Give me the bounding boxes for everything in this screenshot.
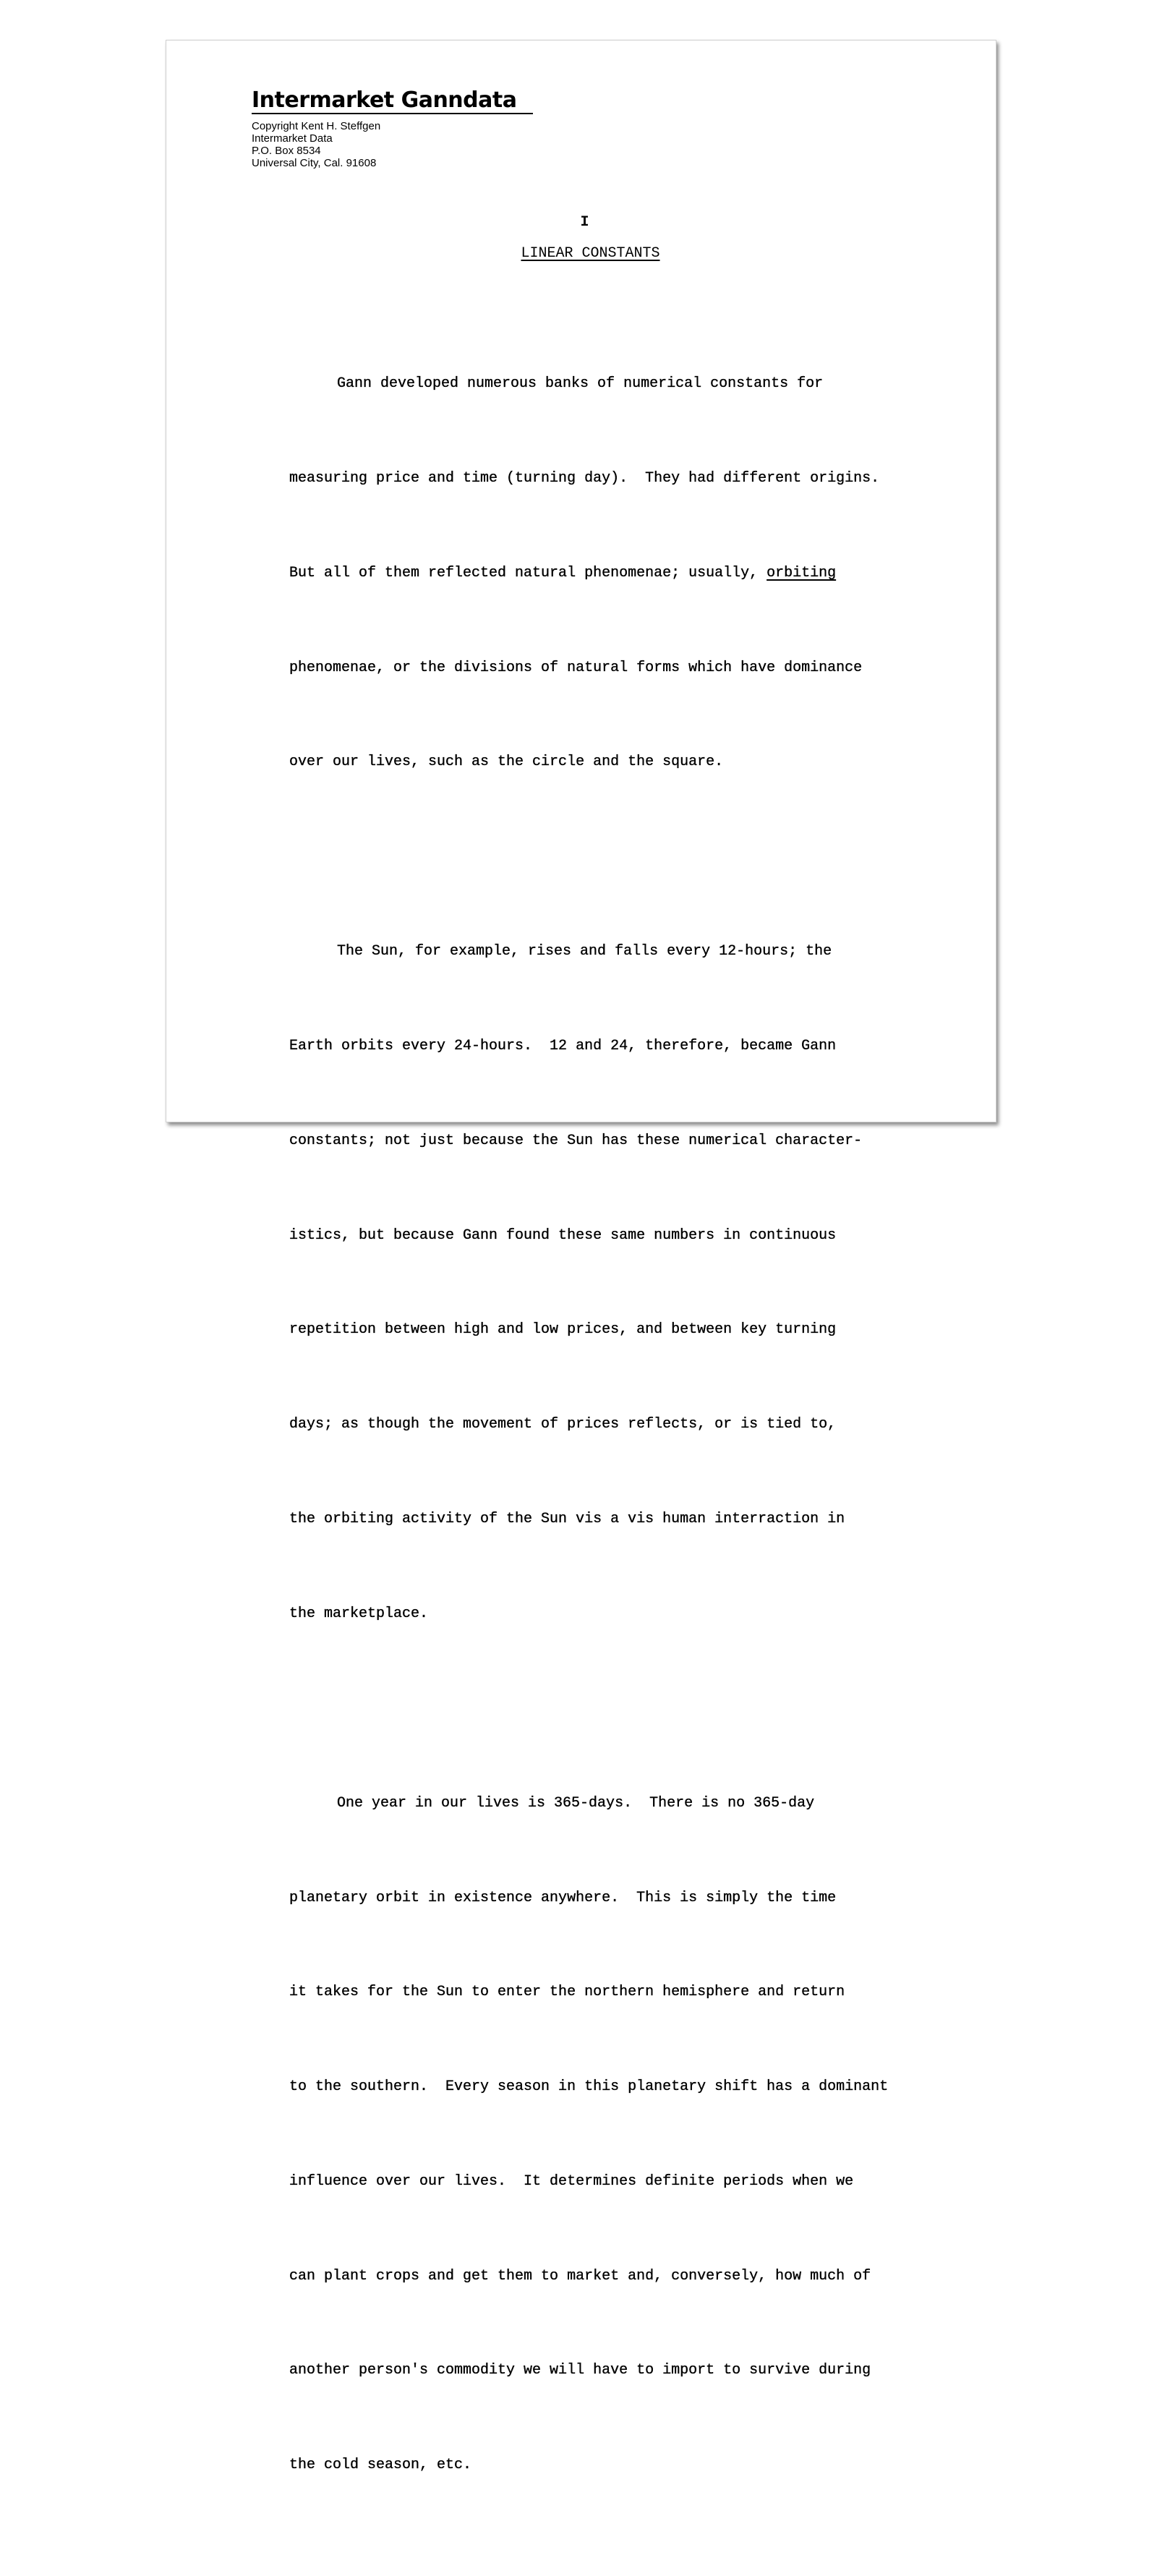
text-line: to the southern. Every season in this planetary shift has a dominant (289, 2078, 889, 2096)
section-title-wrap (166, 245, 996, 262)
address-line: Universal City, Cal. 91608 (252, 157, 377, 169)
text-line: phenomenae, or the divisions of natural forms which have dominance (289, 659, 863, 676)
text-line-part: But all of them reflected natural phenomenae; usually, (289, 564, 767, 581)
text-line: One year in our lives is 365-days. There is no 365-day (337, 1794, 815, 1812)
section-number: I (580, 214, 589, 231)
text-line: the orbiting activity of the Sun vis a vis human interraction in (289, 1510, 845, 1527)
text-line: The Sun, for example, rises and falls every 12-hours; the (337, 943, 832, 960)
text-line: measuring price and time (turning day). They had different origins. (289, 469, 880, 487)
underlined-word: orbiting (767, 564, 837, 581)
address-line: Intermarket Data (252, 132, 333, 145)
paragraph-2 (289, 873, 955, 1692)
text-line: it takes for the Sun to enter the northern hemisphere and return (289, 1984, 845, 2001)
text-line: Earth orbits every 24-hours. 12 and 24, therefore, became Gann (289, 1038, 837, 1055)
text-line: istics, but because Gann found these same numbers in continuous (289, 1227, 837, 1244)
text-line: planetary orbit in existence anywhere. This is simply the time (289, 1889, 837, 1906)
address-line: P.O. Box 8534 (252, 145, 321, 157)
text-line: the marketplace. (289, 1605, 429, 1622)
text-line: influence over our lives. It determines definite periods when we (289, 2172, 854, 2190)
text-line (289, 558, 955, 589)
address-block (252, 120, 533, 169)
text-line: Gann developed numerous banks of numerical constants for (337, 375, 824, 393)
text-line: repetition between high and low prices, and between key turning (289, 1321, 837, 1339)
text-line: over our lives, such as the circle and the square. (289, 754, 724, 771)
text-line: can plant crops and get them to market and, conversely, how much of (289, 2267, 871, 2285)
letterhead (252, 88, 533, 169)
text-line: constants; not just because the Sun has these numerical character- (289, 1132, 863, 1149)
text-line: another person's commodity we will have to import to survive during (289, 2362, 871, 2379)
paragraph-1 (289, 305, 955, 841)
text-line: days; as though the movement of prices reflects, or is tied to, (289, 1416, 837, 1433)
text-line: the cold season, etc. (289, 2457, 472, 2474)
paragraph-3 (289, 1725, 955, 2544)
section-title: LINEAR CONSTANTS (521, 245, 660, 262)
body-text (289, 305, 955, 2576)
document-page (166, 40, 996, 2474)
brand-title: Intermarket Ganndata (252, 88, 533, 114)
address-line: Copyright Kent H. Steffgen (252, 120, 381, 132)
